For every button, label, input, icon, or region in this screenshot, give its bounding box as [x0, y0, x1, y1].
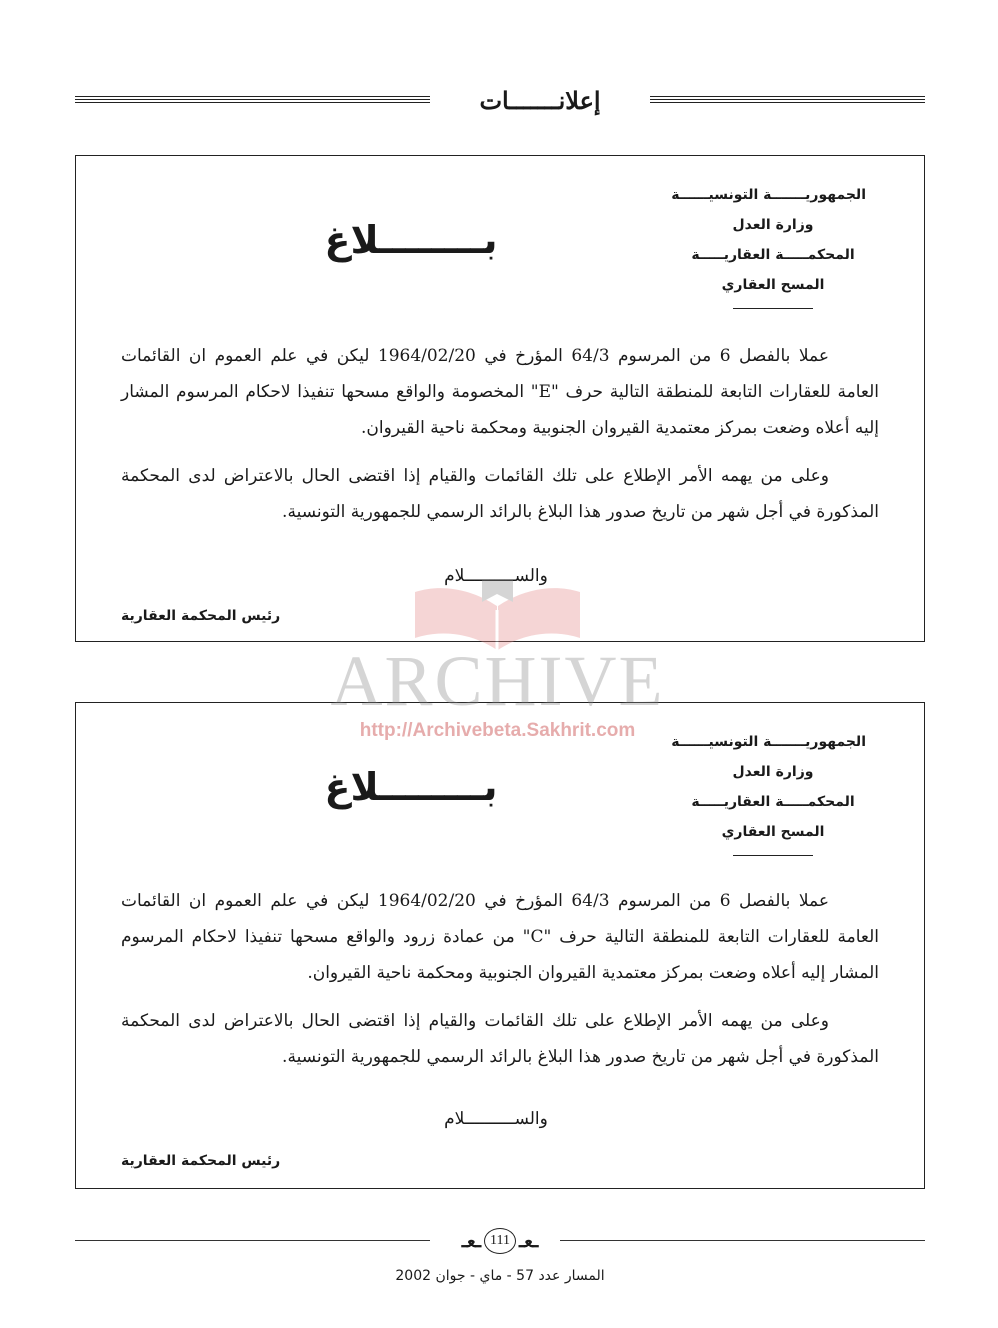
page-footer [75, 1225, 925, 1255]
header-rule-left [75, 96, 430, 108]
section-title: إعلانـــــــات [479, 86, 601, 115]
issuing-authority [668, 180, 878, 309]
footer-rule-right [560, 1240, 925, 1241]
notice-paragraph: عملا بالفصل 6 من المرسوم 64/3 المؤرخ في 1964/02/20 ليكن في علم العموم ان القائمات العامة للعقارات التابعة للمنطقة التالية حرف "C" من عمادة زرود والواقع مسحها تنفيذا لاحكام المرسوم المشار إليه أعلاه وضعت بمركز معتمدية القيروان الجنوبية ومحكمة ناحية القيروان. [121, 891, 879, 983]
ornament-right-icon: ـعـ [519, 1230, 539, 1252]
notice-body [121, 883, 879, 1075]
notice-paragraph: وعلى من يهمه الأمر الإطلاع على تلك القائمات والقيام إذا اقتضى الحال بالاعتراض لدى المحكمة المذكورة في أجل شهر من تاريخ صدور هذا البلاغ بالرائد الرسمي للجمهورية التونسية. [121, 1011, 879, 1067]
notice-signature: رئيس المحكمة العقارية [121, 608, 281, 624]
notice-body [121, 338, 879, 530]
org-republic: الجمهوريـــــــة التونسيــــــة [671, 734, 866, 750]
notice-heading: بــــــــلاغ [324, 765, 498, 809]
org-divider [733, 308, 813, 309]
notice-heading: بــــــــلاغ [324, 218, 498, 262]
notice-signature: رئيس المحكمة العقارية [121, 1153, 281, 1169]
org-ministry: وزارة العدل [732, 764, 814, 780]
notice-2 [75, 702, 925, 1189]
issue-info: المسار عدد 57 - ماي - جوان 2002 [395, 1268, 605, 1284]
notice-paragraph: عملا بالفصل 6 من المرسوم 64/3 المؤرخ في 1964/02/20 ليكن في علم العموم ان القائمات العامة للعقارات التابعة للمنطقة التالية حرف "E" المخصومة والواقع مسحها تنفيذا لاحكام المرسوم المشار إليه أعلاه وضعت بمركز معتمدية القيروان الجنوبية ومحكمة ناحية القيروان. [121, 346, 879, 438]
notice-closing: والســــــــــلام [444, 1109, 548, 1129]
footer-rule-left [75, 1240, 430, 1241]
org-ministry: وزارة العدل [732, 217, 814, 233]
org-survey: المسح العقاري [721, 824, 825, 840]
header-rule-right [650, 96, 925, 108]
notice-paragraph: وعلى من يهمه الأمر الإطلاع على تلك القائمات والقيام إذا اقتضى الحال بالاعتراض لدى المحكمة المذكورة في أجل شهر من تاريخ صدور هذا البلاغ بالرائد الرسمي للجمهورية التونسية. [121, 466, 879, 522]
issuing-authority [668, 727, 878, 856]
org-divider [733, 855, 813, 856]
notice-closing: والســــــــــلام [444, 566, 548, 586]
org-survey: المسح العقاري [721, 277, 825, 293]
org-republic: الجمهوريـــــــة التونسيــــــة [671, 187, 866, 203]
watermark-url: http://Archivebeta.Sakhrit.com [359, 720, 636, 741]
org-court: المحكمـــــة العقاريـــــة [691, 794, 855, 810]
org-court: المحكمـــــة العقاريـــــة [691, 247, 855, 263]
section-header [75, 86, 925, 115]
watermark-word: ARCHIVE [330, 641, 665, 721]
page-number-ornament [445, 1227, 555, 1255]
ornament-left-icon: ـعـ [461, 1230, 481, 1252]
notice-1 [75, 155, 925, 642]
page-number: 111 [484, 1228, 516, 1254]
